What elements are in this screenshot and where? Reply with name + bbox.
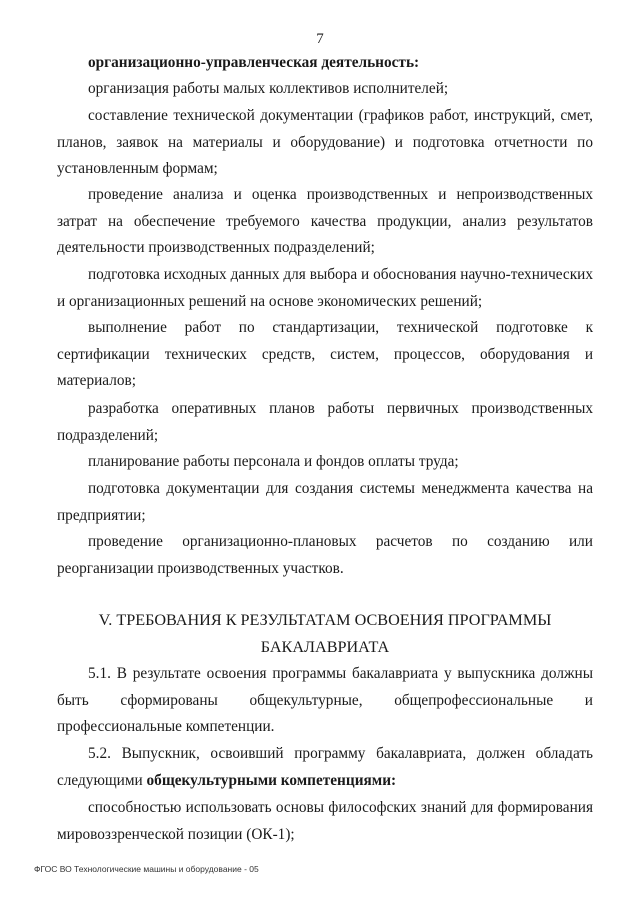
general-competences-label: общекультурными компетенциями: [146, 771, 397, 789]
list-item: организация работы малых коллективов исполнителей; [88, 80, 449, 97]
competence-ok-1: способностью использовать основы философских знаний для формирования мировоззренческой позиции (ОК-1); [57, 799, 593, 843]
list-item: подготовка документации для создания системы менеджмента качества на предприятии; [57, 480, 593, 524]
list-item: проведение организационно-плановых расчетов по созданию или реорганизации производственных участков. [57, 533, 593, 577]
list-item: выполнение работ по стандартизации, технической подготовке к сертификации технических средств, систем, процессов, оборудования и материалов; [57, 319, 593, 389]
list-item: разработка оперативных планов работы первичных производственных подразделений; [57, 400, 593, 444]
paragraph-5-2-text: 5.2. Выпускник, освоивший программу бакалавриата, должен обладать следующими [57, 745, 593, 789]
list-item: подготовка исходных данных для выбора и обоснования научно-технических и организационных решений на основе экономических решений; [57, 266, 593, 310]
section-title: V. ТРЕБОВАНИЯ К РЕЗУЛЬТАТАМ ОСВОЕНИЯ ПРОГРАММЫ [98, 611, 552, 629]
page-number: 7 [316, 31, 324, 47]
list-item: планирование работы персонала и фондов оплаты труда; [88, 453, 459, 470]
list-item: составление технической документации (графиков работ, инструкций, смет, планов, заявок на материалы и оборудование) и подготовка отчетности по установленным формам; [57, 107, 593, 177]
activity-heading: организационно-управленческая деятельность: [88, 54, 420, 71]
section-title-cont: БАКАЛАВРИАТА [260, 638, 390, 656]
paragraph-5-2 [57, 741, 593, 794]
page-footer: ФГОС ВО Технологические машины и оборудование - 05 [34, 864, 259, 874]
list-item: проведение анализа и оценка производственных и непроизводственных затрат на обеспечение требуемого качества продукции, анализ результатов деятельности производственных подразделений; [57, 186, 593, 256]
paragraph-5-1: 5.1. В результате освоения программы бакалавриата у выпускника должны быть сформированы общекультурные, общепрофессиональные и профессиональные компетенции. [57, 665, 593, 735]
